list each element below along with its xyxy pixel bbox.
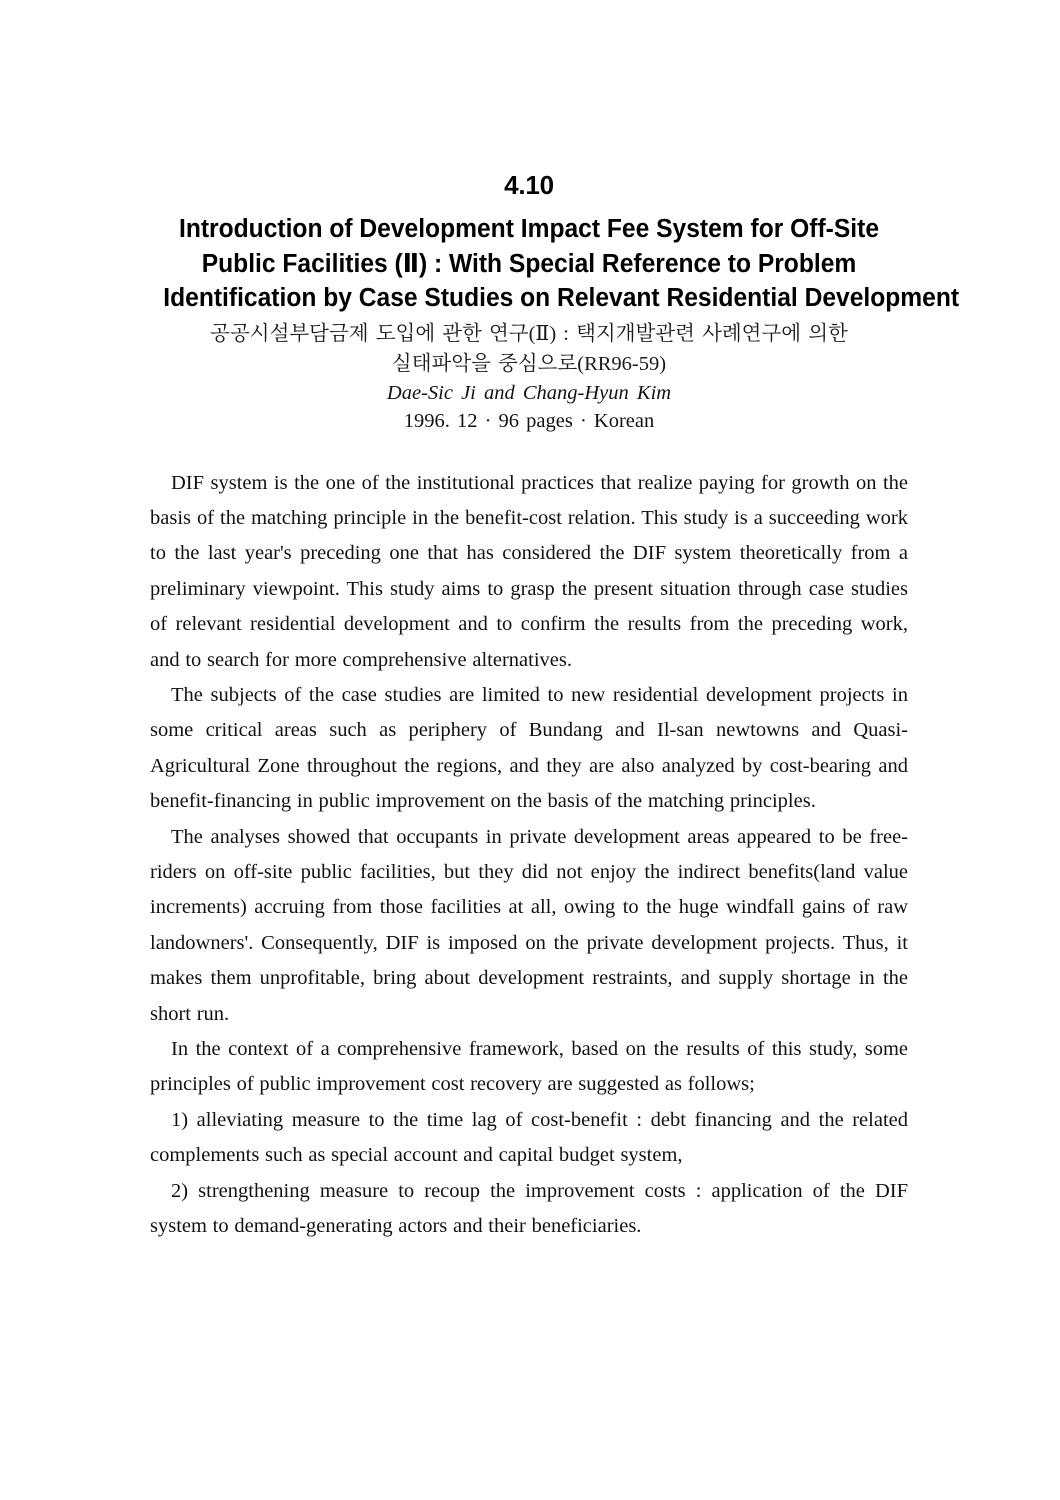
page-title bbox=[163, 198, 960, 316]
numbered-item-1: 1) alleviating measure to the time lag of cost-benefit : debt financing and the related complements such as special account and capital budget system, bbox=[150, 1108, 908, 1167]
abstract-body bbox=[150, 435, 908, 1245]
section-number: 4.10 bbox=[504, 170, 554, 200]
paragraph: In the context of a comprehensive framework, based on the results of this study, some principles of public improvement cost recovery are suggested as follows; bbox=[150, 1038, 908, 1096]
title-line-1: Introduction of Development Impact Fee System for Off-Site bbox=[178, 215, 880, 243]
korean-subtitle-line-2: 실태파악을 중심으로(RR96-59) bbox=[391, 352, 667, 375]
author-line: Dae-Sic Ji and Chang-Hyun Kim bbox=[386, 381, 672, 404]
paragraph: DIF system is the one of the institutional practices that realize paying for growth on the basis of the matching principle in the benefit-cost relation. This study is a succeeding work to the last year's preceding one that has considered the DIF system theoretically from a preliminary viewpoint. This study aims to grasp the present situation through case studies of relevant residential development and to confirm the results from the preceding work, and to search for more comprehensive alternatives. bbox=[150, 471, 908, 671]
page-content-column bbox=[150, 0, 960, 1244]
korean-subtitle bbox=[150, 316, 908, 379]
paragraph: The analyses showed that occupants in private development areas appeared to be free-riders on off-site public facilities, but they did not enjoy the indirect benefits(land value increments) accruing from those facilities at all, owing to the huge windfall gains of raw landowners'. Consequently, DIF is imposed on the private development projects. Thus, it makes them unprofitable, bring about development restraints, and supply shortage in the short run. bbox=[150, 825, 908, 1025]
title-line-3: Identification by Case Studies on Relevant Residential Development bbox=[163, 284, 960, 312]
title-line-2: Public Facilities (Ⅱ) : With Special Reference to Problem bbox=[201, 249, 857, 278]
publication-info: 1996. 12 · 96 pages · Korean bbox=[403, 409, 655, 432]
numbered-item-2: 2) strengthening measure to recoup the improvement costs : application of the DIF system to demand-generating actors and their beneficiaries. bbox=[150, 1179, 908, 1238]
paragraph: The subjects of the case studies are limited to new residential development projects in some critical areas such as periphery of Bundang and Il-san newtowns and Quasi-Agricultural Zone throughout the regions, and they are also analyzed by cost-bearing and benefit-financing in public improvement on the basis of the matching principles. bbox=[150, 683, 908, 813]
korean-subtitle-line-1: 공공시설부담금제 도입에 관한 연구(Ⅱ) : 택지개발관련 사례연구에 의한 bbox=[210, 322, 848, 345]
